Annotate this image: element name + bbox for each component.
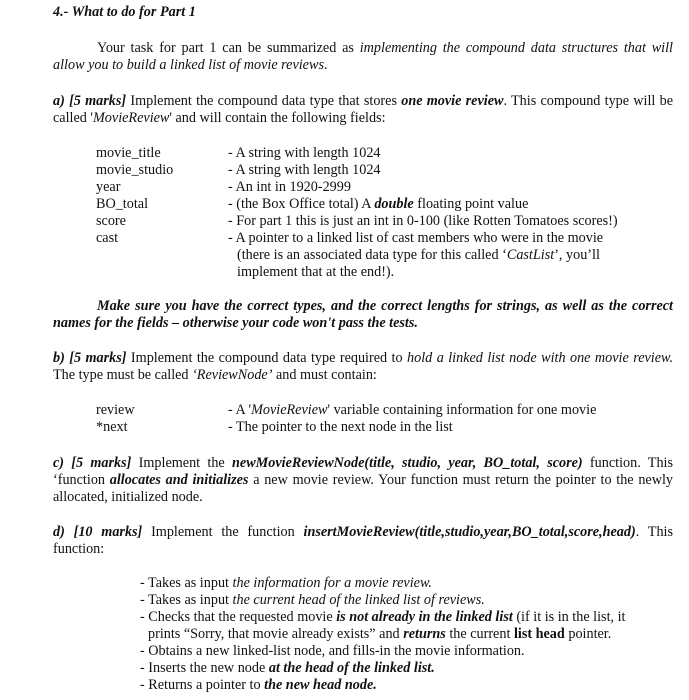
intro-text: Your task for part 1 can be summarized as [97,40,360,56]
part-b-marks: b) [5 marks] [53,350,127,366]
part-d-marks: d) [10 marks] [53,524,143,540]
movie-review-fields-table [96,145,656,281]
field-desc-line: - A pointer to a linked list of cast members who were in the movie [228,230,604,246]
field-name: BO_total [96,196,149,212]
list-item-text: - Obtains a new linked-list node, and fills-in the movie information. [140,643,525,659]
list-item-text: - Inserts the new node [140,660,269,676]
list-item-line [140,609,675,626]
part-a-type-name: MovieReview [92,110,170,126]
field-row [96,402,656,419]
section-heading: 4.- What to do for Part 1 [53,4,196,20]
list-item [140,677,675,694]
field-desc-text: - A ' [228,402,252,418]
field-desc: - For part 1 this is just an int in 0-100 (like Rotten Tomatoes scores!) [228,213,618,229]
part-a-text-3: ' and will contain the following fields: [169,110,386,126]
part-b-type-name: ‘ReviewNode’ [192,367,273,383]
field-desc [228,230,656,281]
field-desc [228,196,656,213]
part-d-steps-list [140,575,675,694]
field-row [96,230,656,281]
list-item [140,643,675,660]
warning-paragraph [53,298,673,332]
part-a-marks: a) [5 marks] [53,93,127,109]
list-item-bold: at the head of the linked list. [268,660,435,676]
list-item-emphasis: the information for a movie review. [232,575,432,591]
list-item [140,609,675,643]
field-row [96,196,656,213]
list-item-text: - Checks that the requested movie [140,609,337,625]
list-item-bold: the new head node. [264,677,377,693]
part-b-paragraph [53,350,673,384]
part-a-paragraph [53,93,673,127]
part-a-text-2: . This compound type will be called ' [53,93,674,126]
list-item-text: the current [445,626,514,642]
list-item-bold: is not already in the linked list [336,609,513,625]
field-desc-bold: double [374,196,414,212]
part-d-text: Implement the function [142,524,304,540]
field-row [96,419,656,436]
part-b-text-3: and must contain: [272,367,377,383]
part-a-text: Implement the compound data type that stores [126,93,402,109]
field-name: movie_title [96,145,161,161]
field-name: year [96,179,121,195]
list-item-bold: returns [403,626,446,642]
field-row [96,162,656,179]
part-d-text-2: . This function: [53,524,673,557]
warning-text: Make sure you have the correct types, and the correct lengths for strings, as well as the correct names for the fields – otherwise your code won't pass the tests. [53,298,673,331]
list-item [140,592,675,609]
field-desc: - An int in 1920-2999 [228,179,351,195]
part-c-text: Implement the [131,455,233,471]
field-name: score [96,213,126,229]
list-item-emphasis: the current head of the linked list of reviews. [232,592,485,608]
part-c-text-2: function. This ‘function [53,455,673,488]
field-desc-text: ' variable containing information for one movie [327,402,597,418]
list-item-bold: list head [513,626,565,642]
intro-emphasis: implementing the compound data structures that will allow you to build a linked list of movie reviews [53,40,673,73]
field-desc-type: MovieReview [251,402,328,418]
part-b-text-2: The type must be called [53,367,193,383]
field-desc-line: implement that at the end!). [237,264,395,280]
field-desc-text: floating point value [413,196,529,212]
part-d-function-name: insertMovieReview(title,studio,year,BO_total,score,head) [303,524,636,540]
field-desc [228,402,656,419]
list-item [140,660,675,677]
intro-paragraph [53,40,673,74]
list-item-text: - Takes as input [140,575,233,591]
list-item-text: pointer. [564,626,612,642]
intro-end: . [323,57,328,73]
list-item-text: prints “Sorry, that movie already exists” and [148,626,404,642]
field-name: *next [96,419,128,435]
field-desc-text: ’, you’ll [554,247,600,263]
part-b-emphasis: hold a linked list node with one movie review. [407,350,673,366]
field-desc-line [228,247,656,264]
field-row [96,179,656,196]
review-node-fields-table [96,402,656,436]
warning-indent [53,298,97,314]
list-item-text: - Returns a pointer to [140,677,265,693]
field-desc: - A string with length 1024 [228,162,381,178]
field-desc: - The pointer to the next node in the list [228,419,453,435]
list-item [140,575,675,592]
part-c-bold: allocates and initializes [109,472,249,488]
part-a-bold: one movie review [401,93,504,109]
part-c-function-name: newMovieReviewNode(title, studio, year, BO_total, score) [232,455,583,471]
part-c-marks: c) [5 marks] [53,455,132,471]
intro-indent [53,40,97,56]
list-item-line [140,626,675,643]
part-c-paragraph [53,455,673,506]
list-item-text: - Takes as input [140,592,233,608]
part-b-text: Implement the compound data type required to [126,350,408,366]
part-d-paragraph [53,524,673,558]
field-desc-text: (there is an associated data type for this called ‘ [237,247,507,263]
field-row [96,145,656,162]
part-c-text-3: a new movie review. Your function must return the pointer to the newly allocated, initialized node. [53,472,673,505]
field-row [96,213,656,230]
field-desc-text: - (the Box Office total) A [228,196,375,212]
list-item-text: (if it is in the list, it [512,609,626,625]
field-name: cast [96,230,119,246]
field-desc: - A string with length 1024 [228,145,381,161]
field-name: review [96,402,135,418]
field-name: movie_studio [96,162,174,178]
field-desc-type: CastList [506,247,555,263]
